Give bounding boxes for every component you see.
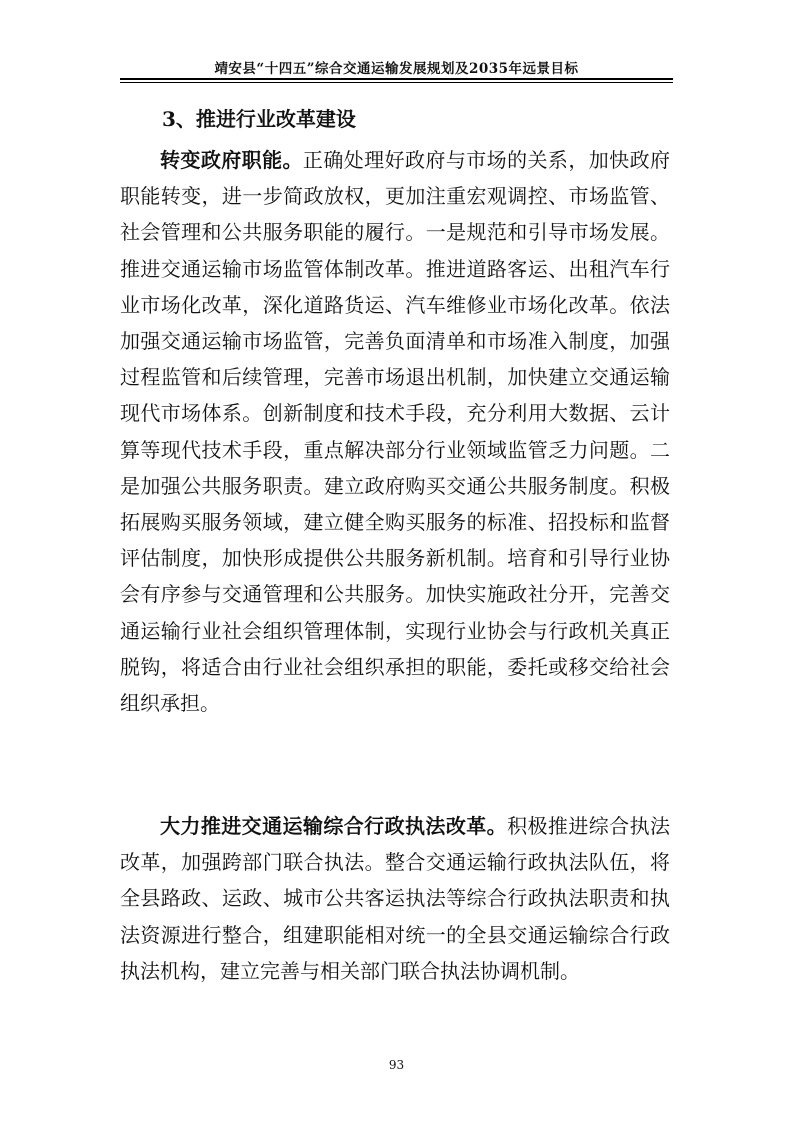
paragraph-body: 积极推进综合执法改革，加强跨部门联合执法。整合交通运输行政执法队伍，将全县路政、运政、城市公共客运执法等综合行政执法职责和执法资源进行整合，组建职能相对统一的全县交通运输综合行政执法机构，建立完善与相关部门联合执法协调机制。 (120, 814, 671, 983)
header-rule-thin (120, 82, 673, 83)
section-heading: 3、推进行业改革建设 (162, 107, 356, 131)
paragraph-government-functions (120, 142, 670, 721)
page-number: 93 (388, 1058, 405, 1072)
paragraph-law-enforcement-reform (120, 808, 670, 989)
paragraph-lead: 转变政府职能。 (160, 148, 303, 172)
header-rule-thick (120, 78, 673, 80)
running-header: 靖安县“十四五”综合交通运输发展规划及2035年远景目标 (214, 61, 579, 77)
paragraph-lead: 大力推进交通运输综合行政执法改革。 (160, 814, 508, 838)
paragraph-body: 正确处理好政府与市场的关系，加快政府职能转变，进一步简政放权，更加注重宏观调控、市场监管、社会管理和公共服务职能的履行。一是规范和引导市场发展。推进交通运输市场监管体制改革。推进道路客运、出租汽车行业市场化改革，深化道路货运、汽车维修业市场化改革。依法加强交通运输市场监管，完善负面清单和市场准入制度，加强过程监管和后续管理，完善市场退出机制，加快建立交通运输现代市场体系。创新制度和技术手段，充分利用大数据、云计算等现代技术手段，重点解决部分行业领域监管乏力问题。二是加强公共服务职责。建立政府购买交通公共服务制度。积极拓展购买服务领域，建立健全购买服务的标准、招投标和监督评估制度，加快形成提供公共服务新机制。培育和引导行业协会有序参与交通管理和公共服务。加快实施政社分开，完善交通运输行业社会组织管理体制，实现行业协会与行政机关真正脱钩，将适合由行业社会组织承担的职能，委托或移交给社会组织承担。 (120, 148, 671, 716)
